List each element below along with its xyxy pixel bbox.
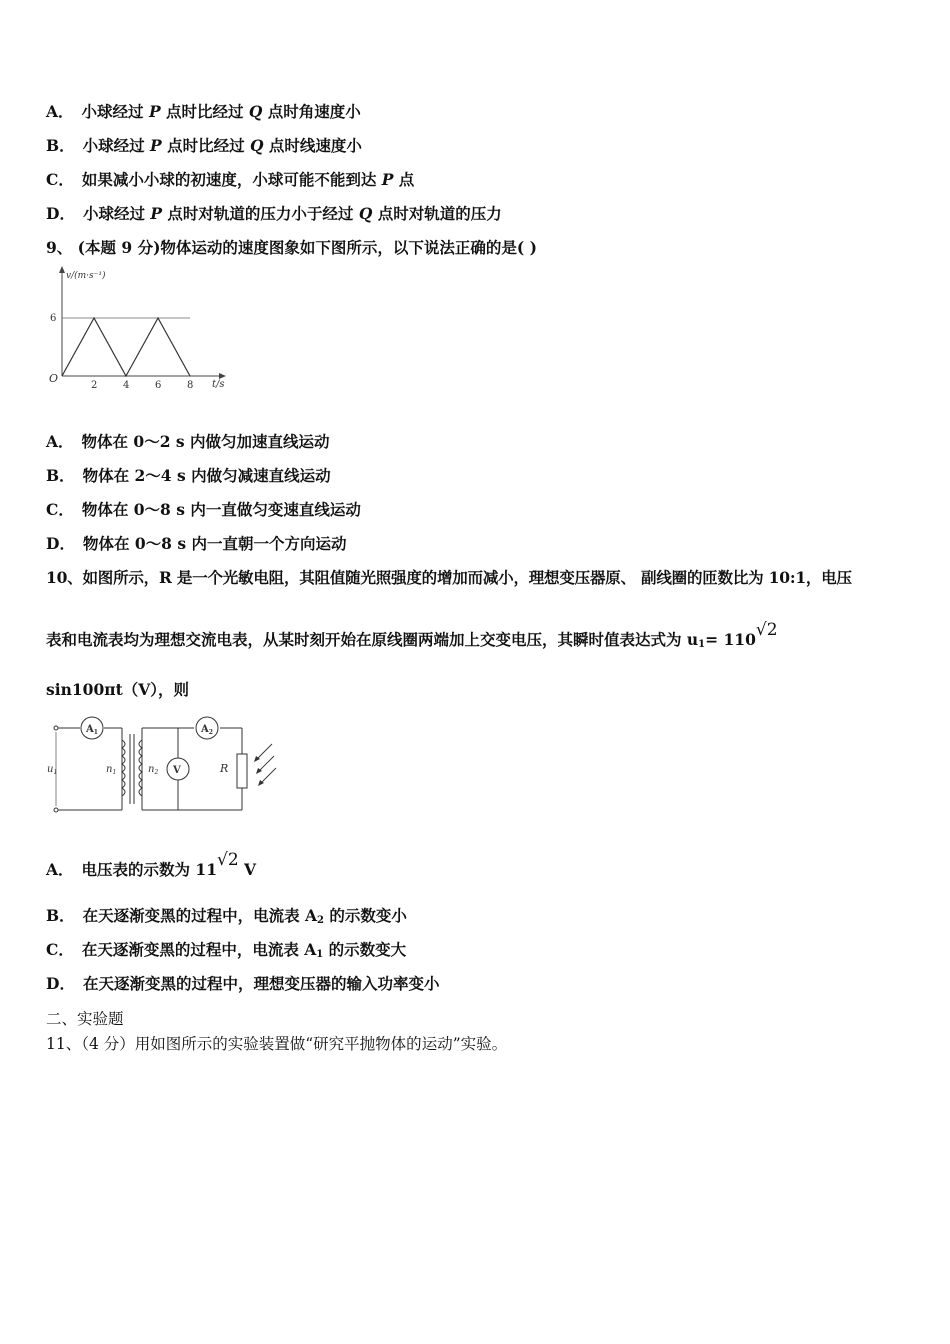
var-p: P xyxy=(150,136,162,155)
q11-stem: 11、（4 分）用如图所示的实验装置做“研究平抛物体的运动”实验。 xyxy=(46,1035,508,1053)
resistor-label: R xyxy=(220,762,229,775)
origin-label: O xyxy=(49,372,59,385)
q8-option-d xyxy=(46,204,502,224)
y-axis-label: v/(m·s⁻¹) xyxy=(66,271,106,281)
light-rays xyxy=(256,744,276,784)
y-tick-6: 6 xyxy=(50,313,57,324)
q10-option-d xyxy=(46,974,439,994)
q10-circuit-diagram xyxy=(44,714,284,816)
var-q: Q xyxy=(248,102,263,121)
option-label: D． xyxy=(46,974,75,993)
option-text: 小球经过 xyxy=(82,204,151,223)
x-tick-4: 4 xyxy=(123,380,130,391)
var-p: P xyxy=(148,102,161,121)
y-axis-arrow xyxy=(59,266,65,273)
x-tick-8: 8 xyxy=(187,380,194,391)
option-text: 点 xyxy=(393,170,415,189)
x-tick-2: 2 xyxy=(91,380,98,391)
subscript: 1 xyxy=(316,949,324,960)
section-title: 二、实验题 xyxy=(46,1010,124,1028)
n1-label: $n_1$ xyxy=(106,764,117,776)
option-text: 点时线速度小 xyxy=(263,136,362,155)
subscript: 2 xyxy=(317,915,325,926)
ammeter-a1-label: $A_1$ xyxy=(86,724,98,736)
terminal-top xyxy=(54,726,58,730)
option-label: D． xyxy=(46,204,75,223)
option-text: 在天逐渐变黑的过程中，电流表 A xyxy=(81,940,317,959)
q9-velocity-graph xyxy=(44,264,244,394)
option-text: 物体在 0～2 s 内做匀加速直线运动 xyxy=(81,432,330,451)
option-text: 物体在 2～4 s 内做匀减速直线运动 xyxy=(82,466,331,485)
var-p: P xyxy=(150,204,163,223)
q10-option-b xyxy=(46,906,407,931)
var-q: Q xyxy=(358,204,373,223)
sqrt-symbol: √2 xyxy=(755,620,778,640)
stem-text: = 110 xyxy=(705,630,756,649)
x-tick-6: 6 xyxy=(155,380,162,391)
option-text: 如果减小小球的初速度，小球可能不能到达 xyxy=(81,170,382,189)
q10-option-c xyxy=(46,940,406,965)
option-text: 点时比经过 xyxy=(161,136,250,155)
option-label: A． xyxy=(46,432,74,451)
option-label: C． xyxy=(46,170,74,189)
q9-option-d xyxy=(46,534,346,554)
option-label: D． xyxy=(46,534,75,553)
q9-option-c xyxy=(46,500,361,520)
option-text: 点时对轨道的压力小于经过 xyxy=(162,204,359,223)
q8-option-b xyxy=(46,136,362,156)
q10-stem-line3: sin100πt（V），则 xyxy=(46,680,190,699)
option-text: 电压表的示数为 11 xyxy=(81,860,217,879)
u1-label: $u_1$ xyxy=(47,764,58,776)
subscript: 1 xyxy=(698,639,706,650)
q10-option-a xyxy=(46,850,257,880)
q9-option-b xyxy=(46,466,331,486)
option-text: 的示数变小 xyxy=(324,906,407,925)
option-text: 在天逐渐变黑的过程中，电流表 A xyxy=(82,906,318,925)
option-label: B． xyxy=(46,906,75,925)
option-label: B． xyxy=(46,136,75,155)
q9-option-a xyxy=(46,432,330,452)
option-text: 点时对轨道的压力 xyxy=(372,204,502,223)
ammeter-a2-label: $A_2$ xyxy=(201,724,213,736)
n2-label: $n_2$ xyxy=(148,764,159,776)
option-label: A． xyxy=(46,860,74,879)
option-text: 物体在 0～8 s 内一直朝一个方向运动 xyxy=(82,534,347,553)
var-q: Q xyxy=(249,136,264,155)
q8-option-c xyxy=(46,170,414,190)
sqrt-symbol: √2 xyxy=(217,850,239,870)
photoresistor-r xyxy=(237,754,247,788)
x-axis-label: t/s xyxy=(212,379,225,390)
stem-text: 表和电流表均为理想交流电表，从某时刻开始在原线圈两端加上交变电压，其瞬时值表达式为 u xyxy=(46,630,699,649)
voltmeter-label: V xyxy=(173,765,181,776)
q10-stem-line1: 10、如图所示，R 是一个光敏电阻，其阻值随光照强度的增加而减小，理想变压器原、 副线圈的匝数比为 10:1，电压 xyxy=(46,568,852,587)
var-p: P xyxy=(381,170,394,189)
option-label: A． xyxy=(46,102,74,121)
option-text: 的示数变大 xyxy=(323,940,407,959)
option-text: 物体在 0～8 s 内一直做匀变速直线运动 xyxy=(81,500,361,519)
option-label: C． xyxy=(46,940,74,959)
option-text: 在天逐渐变黑的过程中，理想变压器的输入功率变小 xyxy=(82,974,440,993)
velocity-line xyxy=(62,318,190,376)
q9-stem: 9、 (本题 9 分)物体运动的速度图象如下图所示，以下说法正确的是( ) xyxy=(46,238,537,257)
option-label: C． xyxy=(46,500,74,519)
terminal-bottom xyxy=(54,808,58,812)
q8-option-a xyxy=(46,102,361,122)
option-text: 小球经过 xyxy=(81,102,149,121)
option-text: 点时角速度小 xyxy=(262,102,361,121)
option-unit: V xyxy=(238,860,257,879)
option-text: 点时比经过 xyxy=(160,102,249,121)
q10-stem-line2 xyxy=(46,620,778,655)
option-text: 小球经过 xyxy=(82,136,151,155)
option-label: B． xyxy=(46,466,75,485)
